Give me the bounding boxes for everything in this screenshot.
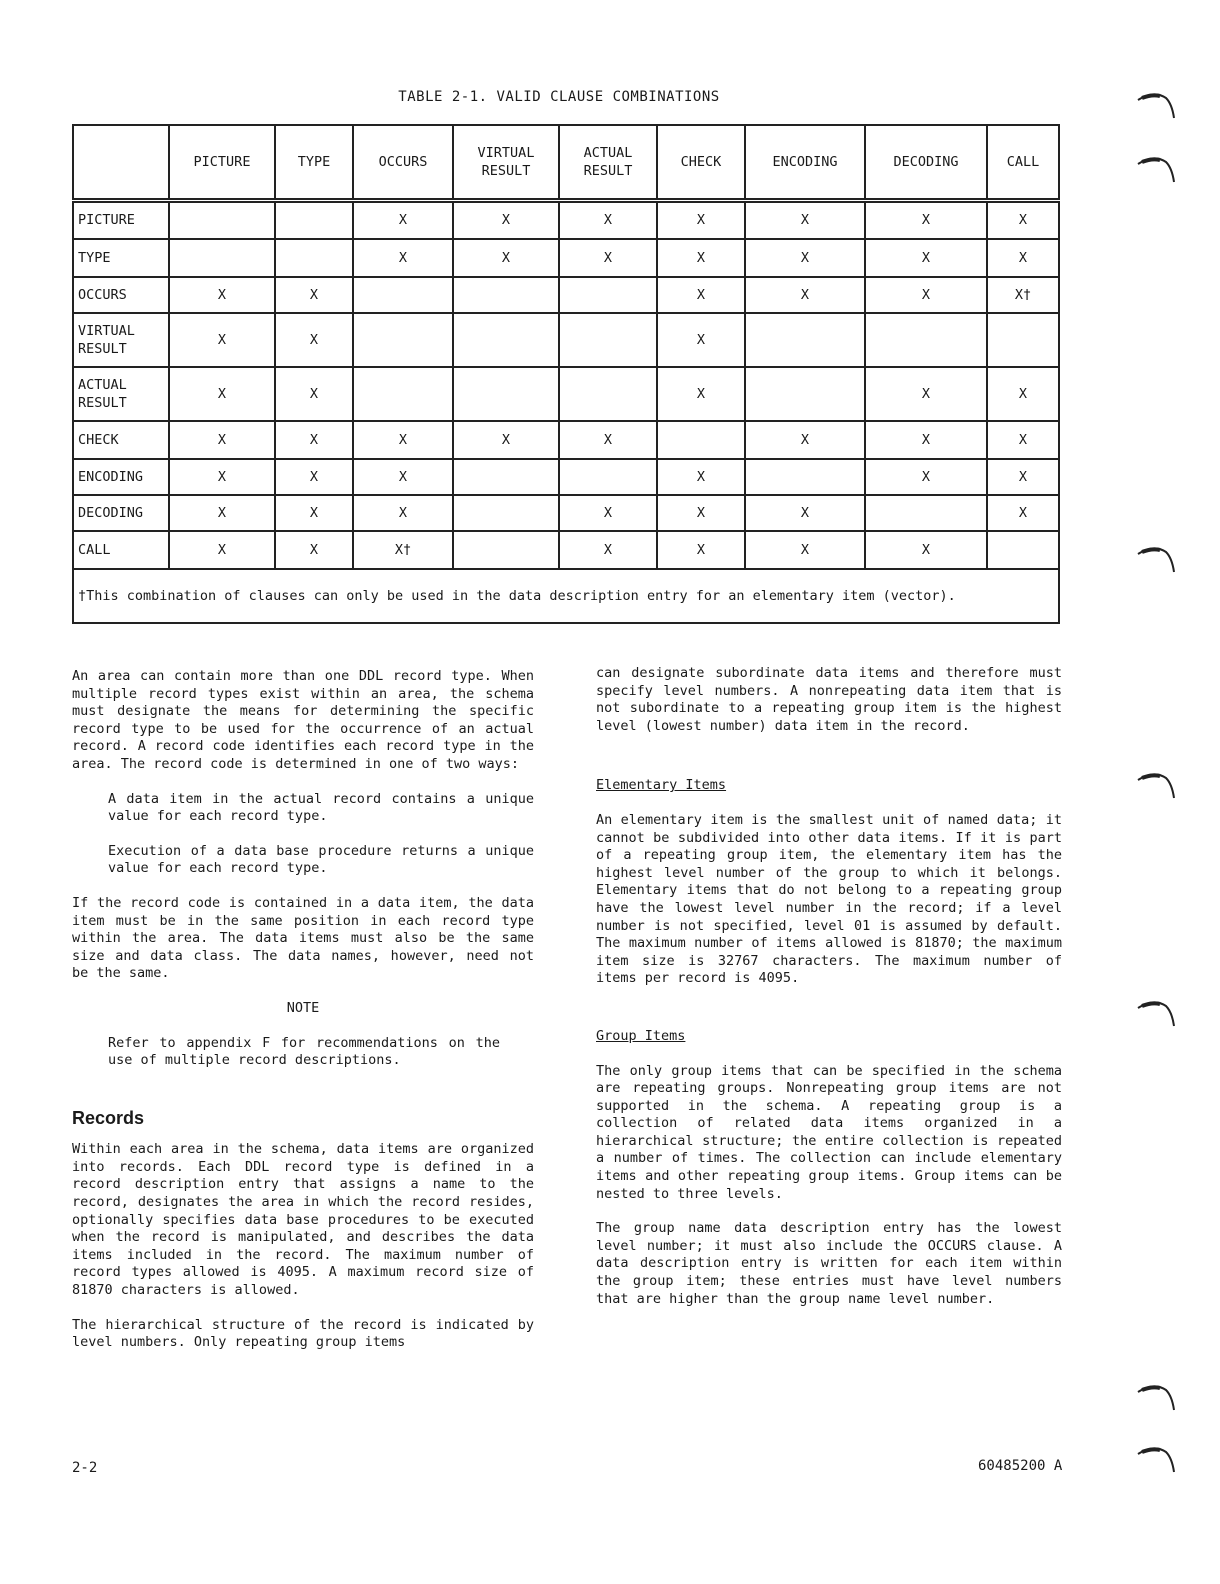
table-cell: X xyxy=(353,421,453,459)
table-row xyxy=(73,495,1059,531)
row-header: DECODING xyxy=(73,495,169,531)
table-cell: X xyxy=(353,239,453,277)
table-cell: X xyxy=(865,277,987,313)
table-cell: X xyxy=(559,421,657,459)
table-cell: X xyxy=(865,201,987,239)
table-cell xyxy=(453,277,559,313)
table-cell xyxy=(745,367,865,421)
table-cell: X xyxy=(745,201,865,239)
table-footnote-row xyxy=(73,569,1059,623)
table-cell xyxy=(353,313,453,367)
column-header: DECODING xyxy=(865,125,987,201)
table-cell xyxy=(559,459,657,495)
table-cell: X xyxy=(865,239,987,277)
table-cell: X xyxy=(453,239,559,277)
table-cell: X xyxy=(987,421,1059,459)
table-cell: X xyxy=(865,367,987,421)
table-cell: X xyxy=(745,531,865,569)
binding-hole-mark xyxy=(1136,1380,1176,1414)
paragraph: An elementary item is the smallest unit of named data; it cannot be subdivided into other data items. If it is part of a repeating group item, the elementary item has the highest level number of the group to which it belongs. Elementary items that do not belong to a repeating group have the lowest level number in the record; if a level number is not specified, level 01 is assumed by default. The maximum number of items allowed is 81870; the maximum item size is 32767 characters. The maximum number of items per record is 4095. xyxy=(596,811,1062,987)
table-cell xyxy=(987,313,1059,367)
table-row xyxy=(73,277,1059,313)
records-heading: Records xyxy=(72,1107,145,1128)
table-cell: X xyxy=(275,277,353,313)
table-cell: X xyxy=(657,277,745,313)
table-cell: X xyxy=(657,459,745,495)
table-cell: X xyxy=(169,495,275,531)
table-cell: X xyxy=(987,201,1059,239)
table-cell xyxy=(657,421,745,459)
table-cell xyxy=(453,459,559,495)
table-row xyxy=(73,459,1059,495)
table-cell: X xyxy=(745,277,865,313)
paragraph: can designate subordinate data items and therefore must specify level numbers. A nonrepeating data item that is not subordinate to a repeating group item is the highest level (lowest number) data item in the record. xyxy=(596,665,1062,734)
table-cell xyxy=(453,531,559,569)
table-cell xyxy=(559,277,657,313)
table-cell: X† xyxy=(987,277,1059,313)
table-cell: X xyxy=(987,367,1059,421)
note-heading: NOTE xyxy=(286,999,320,1016)
table-cell: X xyxy=(987,495,1059,531)
table-cell: X xyxy=(169,421,275,459)
column-header: OCCURS xyxy=(353,125,453,201)
table-row xyxy=(73,201,1059,239)
binding-hole-mark xyxy=(1136,88,1176,122)
table-cell: X xyxy=(745,495,865,531)
group-items-heading: Group Items xyxy=(596,1027,686,1044)
table-cell xyxy=(745,313,865,367)
table-cell: X xyxy=(865,421,987,459)
table-cell xyxy=(453,313,559,367)
table-cell xyxy=(453,367,559,421)
row-header: TYPE xyxy=(73,239,169,277)
table-cell: X xyxy=(275,495,353,531)
table-cell xyxy=(169,239,275,277)
binding-hole-mark xyxy=(1136,1442,1176,1476)
table-row xyxy=(73,421,1059,459)
table-cell: X xyxy=(275,313,353,367)
column-header: CALL xyxy=(987,125,1059,201)
elementary-items-heading: Elementary Items xyxy=(596,777,727,794)
column-header: PICTURE xyxy=(169,125,275,201)
header-corner-cell xyxy=(73,125,169,201)
table-cell: X xyxy=(169,367,275,421)
table-cell: X xyxy=(987,239,1059,277)
record-code-method-2: Execution of a data base procedure returns a unique value for each record type. xyxy=(108,842,534,877)
table-cell: X xyxy=(987,459,1059,495)
table-cell: X xyxy=(169,313,275,367)
binding-hole-mark xyxy=(1136,996,1176,1030)
paragraph: The hierarchical structure of the record is indicated by level numbers. Only repeating group items xyxy=(72,1316,534,1351)
row-header: ENCODING xyxy=(73,459,169,495)
left-column xyxy=(72,668,534,1369)
document-number: 60485200 A xyxy=(978,1458,1063,1474)
column-header: VIRTUAL RESULT xyxy=(453,125,559,201)
table-footnote: †This combination of clauses can only be used in the data description entry for an elementary item (vector). xyxy=(73,569,1059,623)
table-cell xyxy=(865,495,987,531)
table-cell: X xyxy=(657,531,745,569)
table-cell: X xyxy=(745,239,865,277)
column-header: ACTUAL RESULT xyxy=(559,125,657,201)
table-cell: X xyxy=(657,239,745,277)
table-row xyxy=(73,367,1059,421)
table-cell: X xyxy=(353,201,453,239)
table-cell: X xyxy=(559,239,657,277)
table-cell: X xyxy=(169,277,275,313)
table-cell xyxy=(169,201,275,239)
table-cell: X xyxy=(275,421,353,459)
table-cell xyxy=(453,495,559,531)
table-cell: X xyxy=(657,201,745,239)
column-header: ENCODING xyxy=(745,125,865,201)
table-cell xyxy=(865,313,987,367)
table-cell: X xyxy=(453,421,559,459)
table-cell: X xyxy=(865,459,987,495)
paragraph: The group name data description entry has the lowest level number; it must also include the OCCURS clause. A data description entry is written for each item within the group item; these entries must have level numbers that are higher than the group name level number. xyxy=(596,1220,1062,1307)
table-cell: X xyxy=(275,367,353,421)
table-cell: X xyxy=(745,421,865,459)
row-header: ACTUAL RESULT xyxy=(73,367,169,421)
table-title: TABLE 2-1. VALID CLAUSE COMBINATIONS xyxy=(398,89,720,105)
row-header: VIRTUAL RESULT xyxy=(73,313,169,367)
table-cell xyxy=(275,239,353,277)
column-header: TYPE xyxy=(275,125,353,201)
table-cell: X xyxy=(657,313,745,367)
table-cell: X xyxy=(169,459,275,495)
table-cell xyxy=(559,367,657,421)
table-cell: X xyxy=(275,531,353,569)
binding-hole-mark xyxy=(1136,542,1176,576)
table-cell: X xyxy=(559,201,657,239)
table-cell: X xyxy=(865,531,987,569)
table-cell: X xyxy=(559,495,657,531)
table-row xyxy=(73,313,1059,367)
row-header: CHECK xyxy=(73,421,169,459)
table-row xyxy=(73,531,1059,569)
paragraph: An area can contain more than one DDL record type. When multiple record types exist within an area, the schema must designate the means for determining the specific record type to be used for the occurrence of an actual record. A record code identifies each record type in the area. The record code is determined in one of two ways: xyxy=(72,668,534,772)
table-cell: X xyxy=(453,201,559,239)
table-cell: X xyxy=(275,459,353,495)
table-cell xyxy=(353,367,453,421)
table-cell xyxy=(275,201,353,239)
record-code-method-1: A data item in the actual record contains a unique value for each record type. xyxy=(108,790,534,825)
binding-hole-mark xyxy=(1136,152,1176,186)
table-header-row xyxy=(73,125,1059,201)
table-cell: X xyxy=(657,495,745,531)
page-number: 2-2 xyxy=(72,1460,98,1476)
clause-combinations-table xyxy=(72,124,1060,624)
table-cell: X xyxy=(353,495,453,531)
table-cell: X xyxy=(169,531,275,569)
binding-hole-mark xyxy=(1136,768,1176,802)
table-cell: X xyxy=(559,531,657,569)
row-header: CALL xyxy=(73,531,169,569)
table-cell: X xyxy=(353,459,453,495)
paragraph: The only group items that can be specified in the schema are repeating groups. Nonrepeating group items are not supported in the schema. A repeating group is a collection of related data items organized in a hierarchical structure; the entire collection is repeated a number of times. The collection can include elementary items and other repeating group items. Group items can be nested to three levels. xyxy=(596,1062,1062,1202)
table-cell: X xyxy=(657,367,745,421)
paragraph: Within each area in the schema, data items are organized into records. Each DDL record type is defined in a record description entry that assigns a name to the record, designates the area in which the record resides, optionally specifies data base procedures to be executed when the record is manipulated, and describes the data items included in the record. The maximum number of record types allowed is 4095. A maximum record size of 81870 characters is allowed. xyxy=(72,1141,534,1299)
row-header: PICTURE xyxy=(73,201,169,239)
right-column xyxy=(596,665,1062,1325)
column-header: CHECK xyxy=(657,125,745,201)
table-cell xyxy=(987,531,1059,569)
table-cell xyxy=(559,313,657,367)
table-cell xyxy=(353,277,453,313)
paragraph: If the record code is contained in a data item, the data item must be in the same position in each record type within the area. The data items must also be the same size and data class. The data names, however, need not be the same. xyxy=(72,894,534,982)
note-text: Refer to appendix F for recommendations on the use of multiple record descriptions. xyxy=(108,1034,500,1069)
table-row xyxy=(73,239,1059,277)
table-cell xyxy=(745,459,865,495)
table-cell: X† xyxy=(353,531,453,569)
row-header: OCCURS xyxy=(73,277,169,313)
